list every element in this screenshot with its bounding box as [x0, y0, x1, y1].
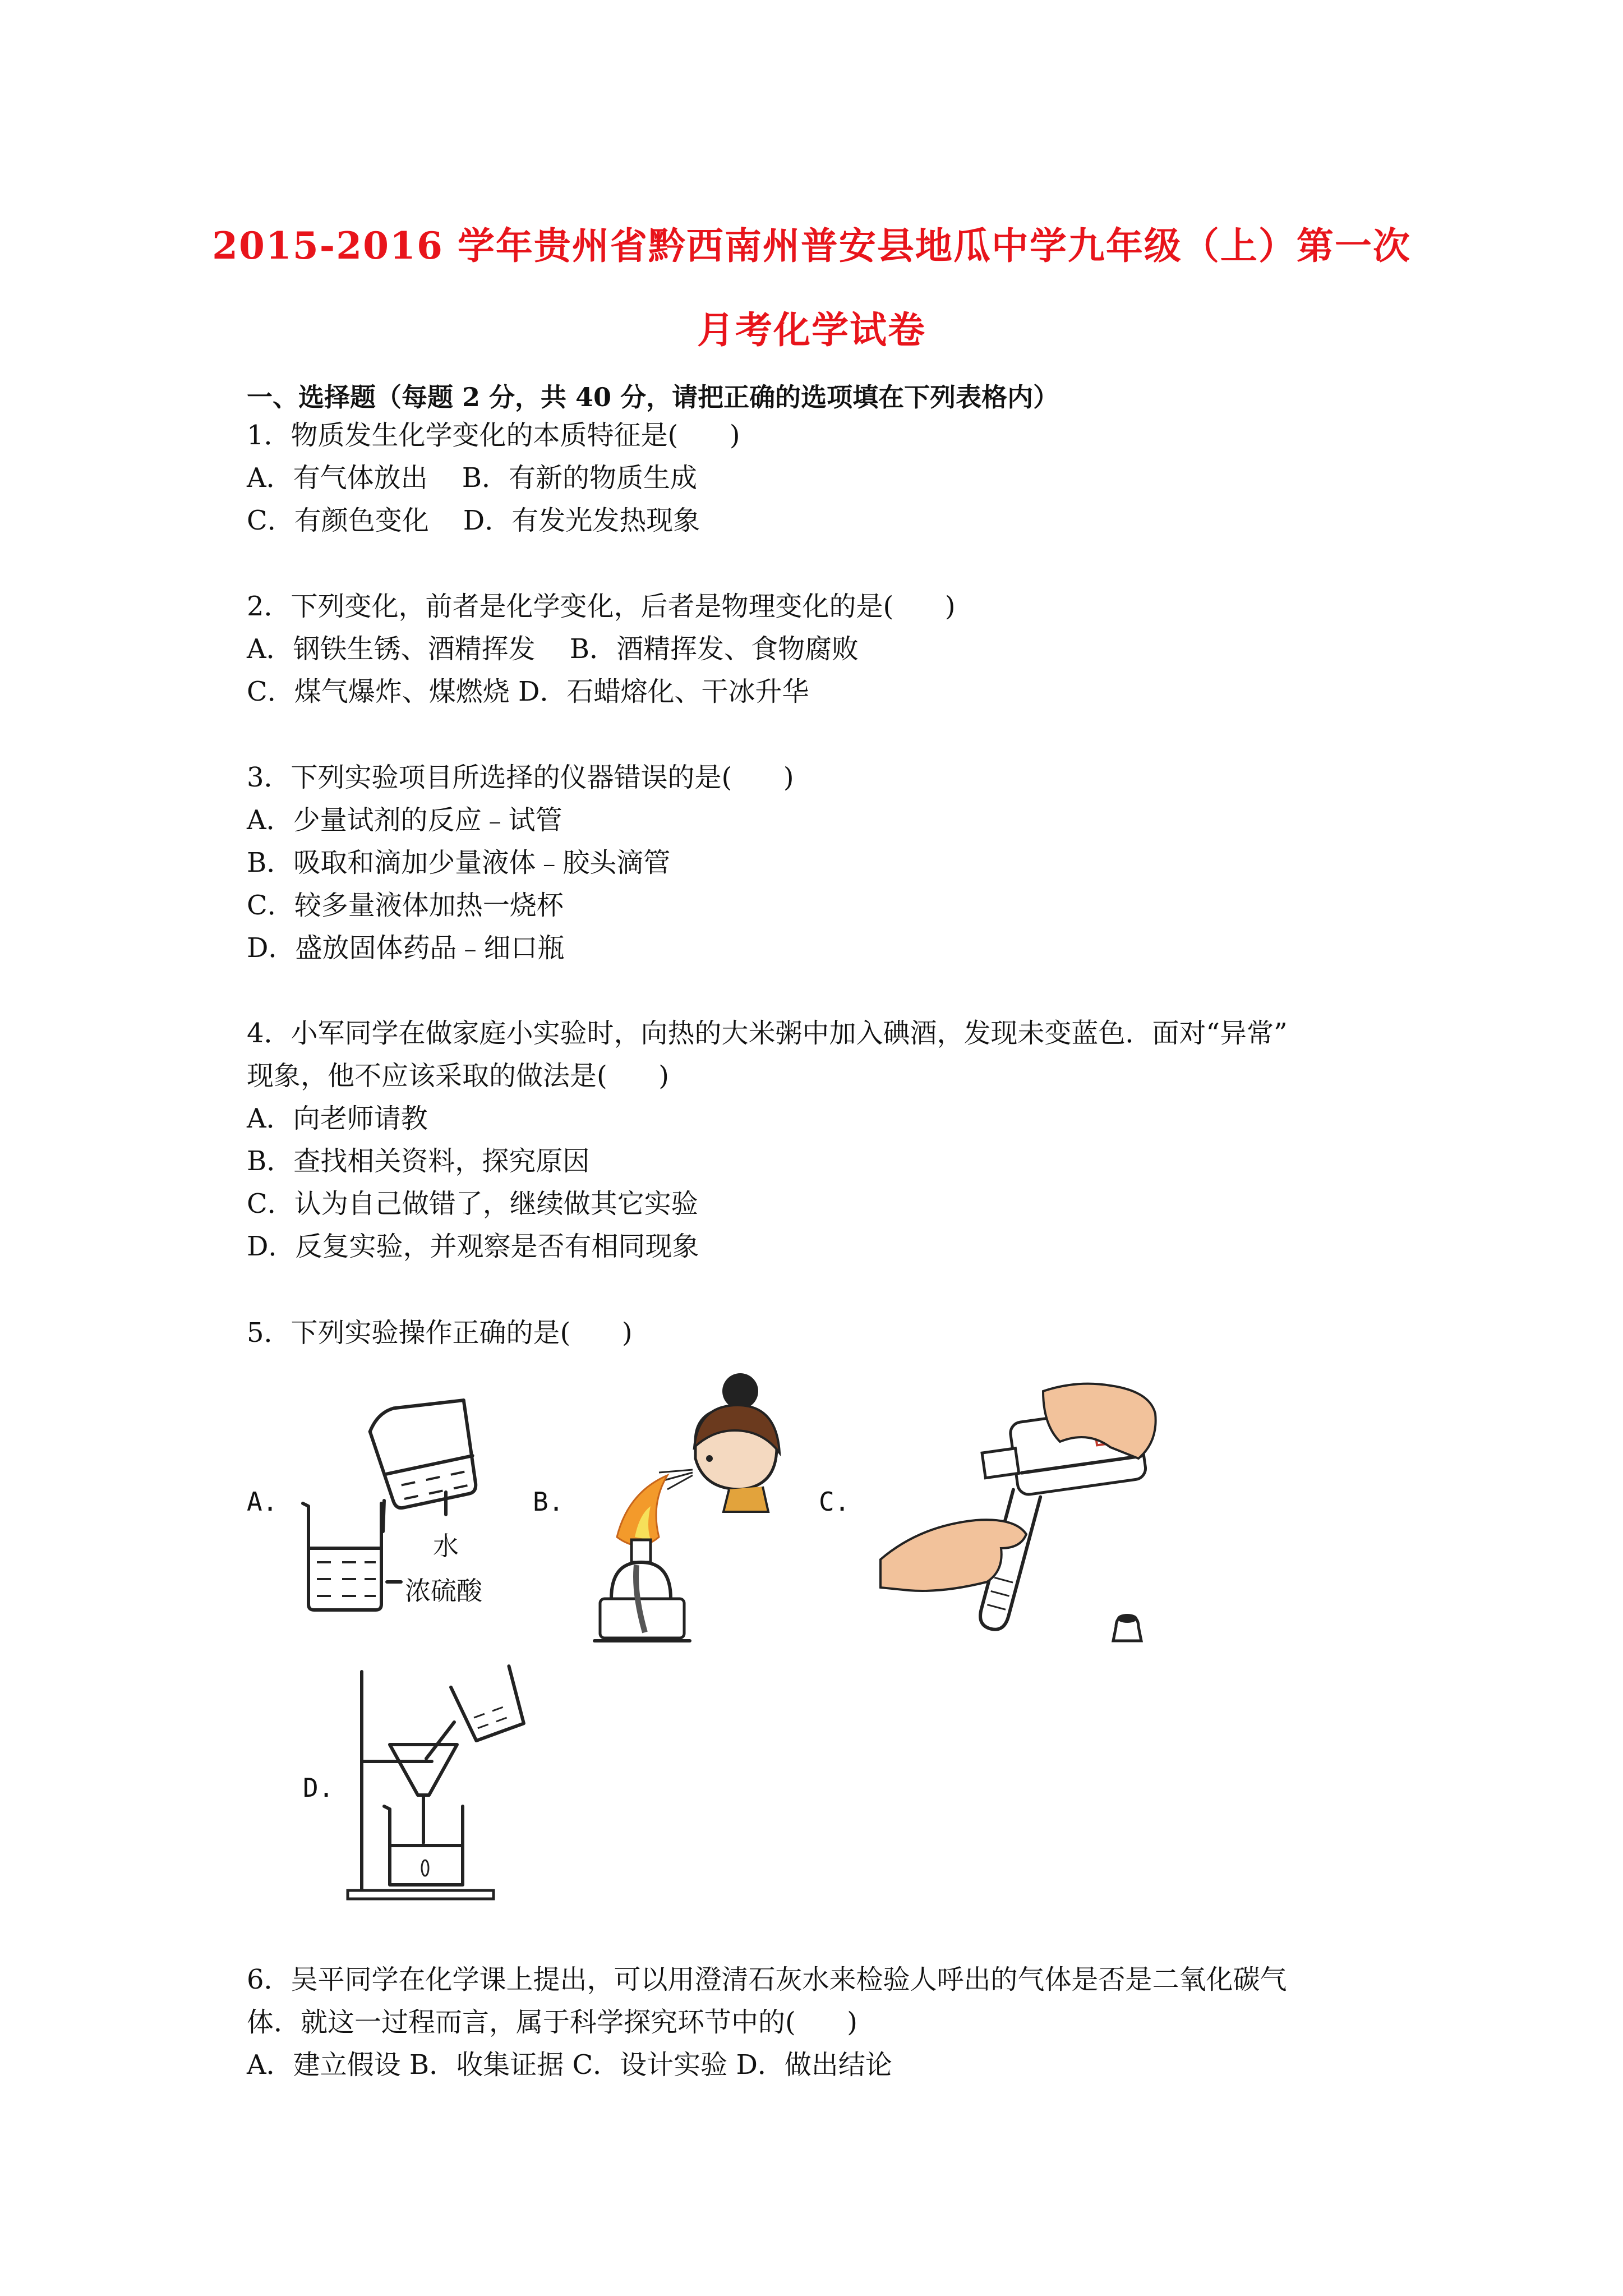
question-6-stem-line2: 体．就这一过程而言，属于科学探究环节中的( ) [247, 2007, 858, 2038]
question-6-options: A．建立假设 B．收集证据 C．设计实验 D．做出结论 [247, 2049, 892, 2081]
question-5-label-a: A. [247, 1487, 278, 1517]
question-1-options-ab: A．有气体放出 B．有新的物质生成 [247, 462, 697, 494]
figure-c-pouring [875, 1380, 1166, 1649]
question-3-option-b: B．吸取和滴加少量液体﹣胶头滴管 [247, 847, 671, 878]
figure-b-alcohol-lamp [583, 1369, 847, 1660]
question-2-options-cd: C．煤气爆炸、煤燃烧 D．石蜡熔化、干冰升华 [247, 676, 809, 707]
section-heading: 一、选择题（每题 2 分，共 40 分，请把正确的选项填在下列表格内） [247, 382, 1059, 412]
question-1-stem: 1．物质发生化学变化的本质特征是( ) [247, 420, 740, 451]
figure-d-filtration [336, 1660, 561, 1907]
question-5-stem: 5．下列实验操作正确的是( ) [247, 1317, 633, 1349]
question-4-option-d: D．反复实验，并观察是否有相同现象 [247, 1231, 699, 1262]
question-4-option-a: A．向老师请教 [247, 1103, 428, 1134]
question-5-label-d: D. [303, 1773, 334, 1803]
question-6-stem-line1: 6．吴平同学在化学课上提出，可以用澄清石灰水来检验人呼出的气体是否是二氧化碳气 [247, 1964, 1287, 1995]
question-2-stem: 2．下列变化，前者是化学变化，后者是物理变化的是( ) [247, 591, 956, 622]
figure-a-label-acid: 浓硫酸 [405, 1576, 482, 1606]
question-3-option-c: C．较多量液体加热一烧杯 [247, 890, 564, 921]
question-4-stem-line2: 现象，他不应该采取的做法是( ) [247, 1060, 670, 1092]
question-4-option-c: C．认为自己做错了，继续做其它实验 [247, 1188, 698, 1220]
exam-title-line2: 月考化学试卷 [697, 308, 926, 352]
question-2-options-ab: A．钢铁生锈、酒精挥发 B．酒精挥发、食物腐败 [247, 633, 859, 665]
question-5-label-c: C. [819, 1487, 850, 1517]
question-3-option-a: A．少量试剂的反应﹣试管 [247, 804, 562, 836]
question-1-options-cd: C．有颜色变化 D．有发光发热现象 [247, 505, 700, 536]
question-3-stem: 3．下列实验项目所选择的仪器错误的是( ) [247, 762, 794, 793]
exam-title-line1: 2015-2016 学年贵州省黔西南州普安县地瓜中学九年级（上）第一次 [212, 224, 1411, 268]
question-4-stem-line1: 4．小军同学在做家庭小实验时，向热的大米粥中加入碘酒，发现未变蓝色．面对“异常” [247, 1018, 1288, 1049]
question-4-option-b: B．查找相关资料，探究原因 [247, 1145, 590, 1177]
figure-a-label-water: 水 [433, 1531, 459, 1561]
question-3-option-d: D．盛放固体药品﹣细口瓶 [247, 932, 565, 964]
question-5-label-b: B. [533, 1487, 564, 1517]
